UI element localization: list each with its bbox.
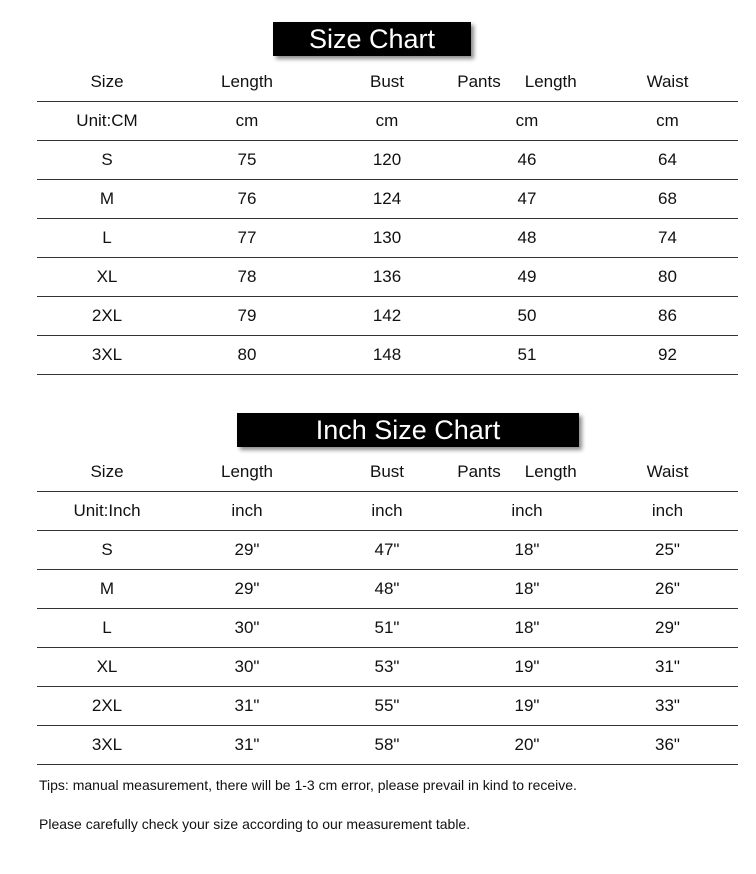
table-cell: 136 xyxy=(317,258,457,297)
header-pants-length: Length xyxy=(524,72,577,91)
table-cell: 80 xyxy=(177,336,317,375)
table-cell: 29" xyxy=(177,531,317,570)
table-cell: 58" xyxy=(317,726,457,765)
table-cell: XL xyxy=(37,648,177,687)
table-cell: L xyxy=(37,219,177,258)
unit-cell: cm xyxy=(177,102,317,141)
table-cell: L xyxy=(37,609,177,648)
table-row xyxy=(37,570,738,609)
table-cell: 33" xyxy=(597,687,738,726)
table-cell: 25" xyxy=(597,531,738,570)
table-row xyxy=(37,726,738,765)
unit-cell: cm xyxy=(597,102,738,141)
table-row xyxy=(37,141,738,180)
table-cell: 46 xyxy=(457,141,597,180)
inch-size-table xyxy=(37,453,738,765)
table-cell: 78 xyxy=(177,258,317,297)
table-cell: 92 xyxy=(597,336,738,375)
table-cell: 48" xyxy=(317,570,457,609)
table-cell: 18" xyxy=(457,609,597,648)
table-cell: M xyxy=(37,570,177,609)
table-row xyxy=(37,219,738,258)
table-cell: S xyxy=(37,531,177,570)
table-cell: S xyxy=(37,141,177,180)
table-cell: 47" xyxy=(317,531,457,570)
header-cell: Bust xyxy=(317,453,457,492)
table-cell: 74 xyxy=(597,219,738,258)
header-cell: Size xyxy=(37,453,177,492)
table-cell: 68 xyxy=(597,180,738,219)
tip-text: Tips: manual measurement, there will be 1-3 cm error, please prevail in kind to receive. xyxy=(39,777,577,793)
table-cell: 18" xyxy=(457,570,597,609)
header-cell: Length xyxy=(177,453,317,492)
table-header-row xyxy=(37,63,738,102)
table-row xyxy=(37,609,738,648)
table-cell: 30" xyxy=(177,648,317,687)
table-cell: 3XL xyxy=(37,336,177,375)
table-cell: 36" xyxy=(597,726,738,765)
table-cell: 19" xyxy=(457,687,597,726)
table-cell: XL xyxy=(37,258,177,297)
table-cell: 53" xyxy=(317,648,457,687)
unit-row xyxy=(37,492,738,531)
unit-cell: inch xyxy=(317,492,457,531)
table-cell: 47 xyxy=(457,180,597,219)
table-cell: 2XL xyxy=(37,687,177,726)
table-cell: 51" xyxy=(317,609,457,648)
table-cell: 48 xyxy=(457,219,597,258)
unit-cell: cm xyxy=(457,102,597,141)
table-cell: 75 xyxy=(177,141,317,180)
header-cell: Size xyxy=(37,63,177,102)
table-cell: 20" xyxy=(457,726,597,765)
table-cell: 55" xyxy=(317,687,457,726)
table-cell: 31" xyxy=(597,648,738,687)
unit-cell: inch xyxy=(457,492,597,531)
header-cell: Waist xyxy=(597,453,738,492)
header-pants: Pants xyxy=(457,72,501,91)
unit-cell: cm xyxy=(317,102,457,141)
table-cell: 77 xyxy=(177,219,317,258)
inch-chart-title: Inch Size Chart xyxy=(237,413,579,447)
table-cell: 19" xyxy=(457,648,597,687)
table-cell: 80 xyxy=(597,258,738,297)
table-cell: 3XL xyxy=(37,726,177,765)
table-cell: 51 xyxy=(457,336,597,375)
header-cell xyxy=(457,453,597,492)
table-row xyxy=(37,336,738,375)
table-row xyxy=(37,648,738,687)
table-row xyxy=(37,297,738,336)
table-cell: 29" xyxy=(177,570,317,609)
table-cell: 30" xyxy=(177,609,317,648)
header-cell: Waist xyxy=(597,63,738,102)
table-cell: 142 xyxy=(317,297,457,336)
table-cell: 31" xyxy=(177,687,317,726)
unit-cell: inch xyxy=(597,492,738,531)
table-header-row xyxy=(37,453,738,492)
header-cell: Length xyxy=(177,63,317,102)
header-cell xyxy=(457,63,597,102)
table-cell: 64 xyxy=(597,141,738,180)
table-cell: 18" xyxy=(457,531,597,570)
table-cell: M xyxy=(37,180,177,219)
unit-cell: inch xyxy=(177,492,317,531)
table-cell: 86 xyxy=(597,297,738,336)
table-cell: 79 xyxy=(177,297,317,336)
table-row xyxy=(37,531,738,570)
table-row xyxy=(37,180,738,219)
table-cell: 148 xyxy=(317,336,457,375)
table-cell: 26" xyxy=(597,570,738,609)
table-cell: 120 xyxy=(317,141,457,180)
table-row xyxy=(37,687,738,726)
table-cell: 29" xyxy=(597,609,738,648)
table-cell: 76 xyxy=(177,180,317,219)
unit-cell: Unit:Inch xyxy=(37,492,177,531)
table-cell: 124 xyxy=(317,180,457,219)
header-cell: Bust xyxy=(317,63,457,102)
table-cell: 50 xyxy=(457,297,597,336)
cm-chart-title: Size Chart xyxy=(273,22,471,56)
header-pants-length: Length xyxy=(524,462,577,481)
table-cell: 130 xyxy=(317,219,457,258)
table-cell: 2XL xyxy=(37,297,177,336)
unit-row xyxy=(37,102,738,141)
unit-cell: Unit:CM xyxy=(37,102,177,141)
header-pants: Pants xyxy=(457,462,501,481)
tip-text: Please carefully check your size according to our measurement table. xyxy=(39,816,471,832)
table-cell: 31" xyxy=(177,726,317,765)
table-row xyxy=(37,258,738,297)
cm-size-table xyxy=(37,63,738,375)
table-cell: 49 xyxy=(457,258,597,297)
